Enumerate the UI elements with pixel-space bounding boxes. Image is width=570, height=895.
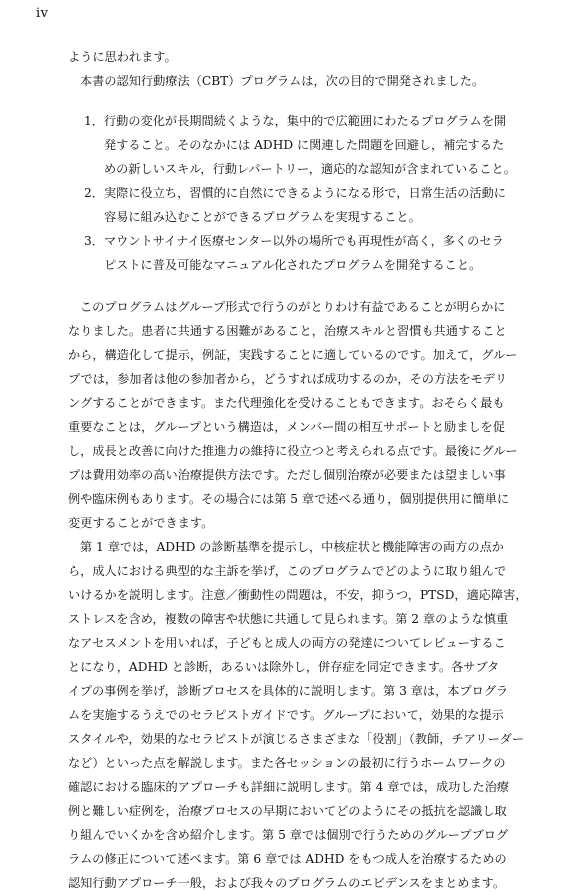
paragraph-line: ングすることができます。また代理強化を受けることもできます。おそらく最も [68,396,505,410]
goal-item-1 [68,109,534,181]
paragraph-line: スタイルや，効果的なセラピストが演じるさまざまな「役割」（教師，チアリーダー [68,732,525,746]
paragraph-line: プでは，参加者は他の参加者から，どうすれば成功するのか，その方法をモデリ [68,372,508,386]
paragraph-line: いけるかを説明します。注意／衝動性の問題は，不安，抑うつ，PTSD，適応障害， [68,588,528,602]
goal-line: マウントサイナイ医療センター以外の場所でも再現性が高く，多くのセラ [104,234,504,248]
goal-line: ピストに普及可能なマニュアル化されたプログラムを開発すること。 [104,258,482,272]
goals-list [68,109,534,277]
paragraph-line: し，成長と改善に向けた推進力の維持に役立つと考えられる点です。最後にグルー [68,444,518,458]
paragraph-line: なアセスメントを用いれば，子どもと成人の両方の発達についてレビューするこ [68,636,506,650]
paragraph-line: ラムの修正について述べます。第 6 章では ADHD をもつ成人を治療するための [68,852,507,866]
page-number: iv [36,6,49,21]
paragraph-line: ら，成人における典型的な主訴を挙げ，このプログラムでどのように取り組んで [68,564,507,578]
paragraph-line: 第 1 章では，ADHD の診断基準を提示し，中核症状と機能障害の両方の点か [80,540,504,554]
paragraph-chapter-overview [68,535,534,895]
paragraph-line: り組んでいくかを含め紹介します。第 5 章では個別で行うためのグループブログ [68,828,509,842]
paragraph-line: から，構造化して提示，例証，実践することに適しているのです。加えて，グルー [68,348,518,362]
goal-number: 3． [84,234,104,248]
paragraph-line: なりました。患者に共通する困難があること，治療スキルと習慣も共通すること [68,324,507,338]
goal-line: 実際に役立ち，習慣的に自然にできるようになる形で，日常生活の活動に [104,186,506,200]
paragraph-gap [68,277,534,295]
paragraph-line: 重要なことは，グループという構造は，メンバー間の相互サポートと励ましを促 [68,420,505,434]
goal-item-2 [68,181,534,229]
paragraph-line: このプログラムはグループ形式で行うのがとりわけ有益であることが明らかに [80,300,506,314]
paragraph-line: 例と難しい症例を，治療プロセスの早期においてどのようにその抵抗を認識し取 [68,804,507,818]
paragraph-line: プは費用効率の高い治療提供方法です。ただし個別治療が必要または望ましい事 [68,468,506,482]
goal-number: 1． [84,114,104,128]
goal-line: 行動の変化が長期間続くような，集中的で広範囲にわたるプログラムを開 [104,114,507,128]
paragraph-line: 例や臨床例もあります。その場合には第 5 章で述べる通り，個別提供用に簡単に [68,492,510,506]
paragraph-line: 確認における臨床的アプローチも詳細に説明します。第 4 章では，成功した治療 [68,780,510,794]
goal-line: 容易に組み込むことができるプログラムを実現すること。 [104,210,421,224]
goal-line: めの新しいスキル，行動レパートリー，適応的な認知が含まれていること。 [104,162,516,176]
paragraph-line: など）といった点を解説します。また各セッションの最初に行うホームワークの [68,756,506,770]
intro-line: ように思われます。 [68,50,177,64]
page-body [68,45,534,895]
intro-block [68,45,534,93]
goal-number: 2． [84,186,104,200]
paragraph-line: イプの事例を挙げ，診断プロセスを具体的に説明します。第 3 章は，本プログラ [68,684,509,698]
paragraph-group-format [68,295,534,535]
goal-item-3 [68,229,534,277]
goal-line: 発すること。そのなかには ADHD に関連した問題を回避し，補完するた [104,138,505,152]
paragraph-line: 認知行動アプローチ一般，および我々のプログラムのエビデンスをまとめます。 [68,876,506,890]
paragraph-line: とになり，ADHD と診断，あるいは除外し，併存症を同定できます。各サブタ [68,660,500,674]
paragraph-line: ムを実施するうえでのセラピストガイドです。グループにおいて，効果的な提示 [68,708,504,722]
intro-line: 本書の認知行動療法（CBT）プログラムは，次の目的で開発されました。 [80,74,485,88]
paragraph-line: ストレスを含め，複数の障害や状態に共通して見られます。第 2 章のような慎重 [68,612,509,626]
paragraph-line: 変更することができます。 [68,516,214,530]
